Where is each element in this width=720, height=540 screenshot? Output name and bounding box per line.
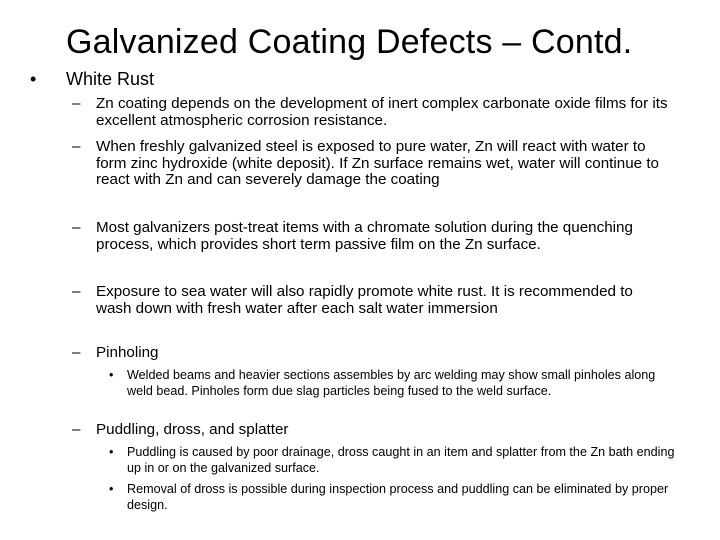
dash-marker: – xyxy=(72,283,81,300)
point-text: Puddling, dross, and splatter xyxy=(96,421,289,438)
point-text: Pinholing xyxy=(96,344,159,361)
topic-label: White Rust xyxy=(66,69,155,89)
dash-marker: – xyxy=(72,344,81,361)
point-text: Exposure to sea water will also rapidly promote white rust. It is recommended to wash down with fresh water after each salt water immersion xyxy=(96,283,633,317)
subpoint-text: Removal of dross is possible during inspection process and puddling can be eliminated by proper design. xyxy=(127,482,669,512)
point-text: Zn coating depends on the development of inert complex carbonate oxide films for its excellent atmospheric corrosion resistance. xyxy=(96,95,668,129)
bullet-marker: • xyxy=(30,69,37,89)
point-chromate xyxy=(72,220,672,253)
point-text: Most galvanizers post-treat items with a chromate solution during the quenching process, which provides short term passive film on the Zn surface. xyxy=(96,219,633,253)
subpoint-text: Puddling is caused by poor drainage, dross caught in an item and splatter from the Zn bath ending up in or on the galvanized surface. xyxy=(127,445,675,475)
point-sea-water xyxy=(72,284,672,317)
subpoint-welded-beams xyxy=(109,368,675,399)
point-puddling xyxy=(72,422,672,439)
slide-title: Galvanized Coating Defects – Contd. xyxy=(66,23,633,61)
topic-bullet-white-rust xyxy=(30,69,154,89)
subpoint-text: Welded beams and heavier sections assembles by arc welding may show small pinholes along weld bead. Pinholes form due slag particles being fused to the weld surface. xyxy=(127,368,656,398)
dash-marker: – xyxy=(72,138,81,155)
dash-marker: – xyxy=(72,95,81,112)
point-pinholing xyxy=(72,345,672,362)
bullet-marker: • xyxy=(109,368,114,382)
point-text: When freshly galvanized steel is exposed to pure water, Zn will react with water to form zinc hydroxide (white deposit). If Zn surface remains wet, water will continue to react with Zn and can severely damage the coating xyxy=(96,138,660,188)
dash-marker: – xyxy=(72,421,81,438)
point-inert-films xyxy=(72,96,672,129)
dash-marker: – xyxy=(72,219,81,236)
point-pure-water xyxy=(72,139,672,189)
bullet-marker: • xyxy=(109,482,114,496)
subpoint-dross-removal xyxy=(109,482,675,513)
subpoint-puddling-cause xyxy=(109,445,675,476)
bullet-marker: • xyxy=(109,445,114,459)
